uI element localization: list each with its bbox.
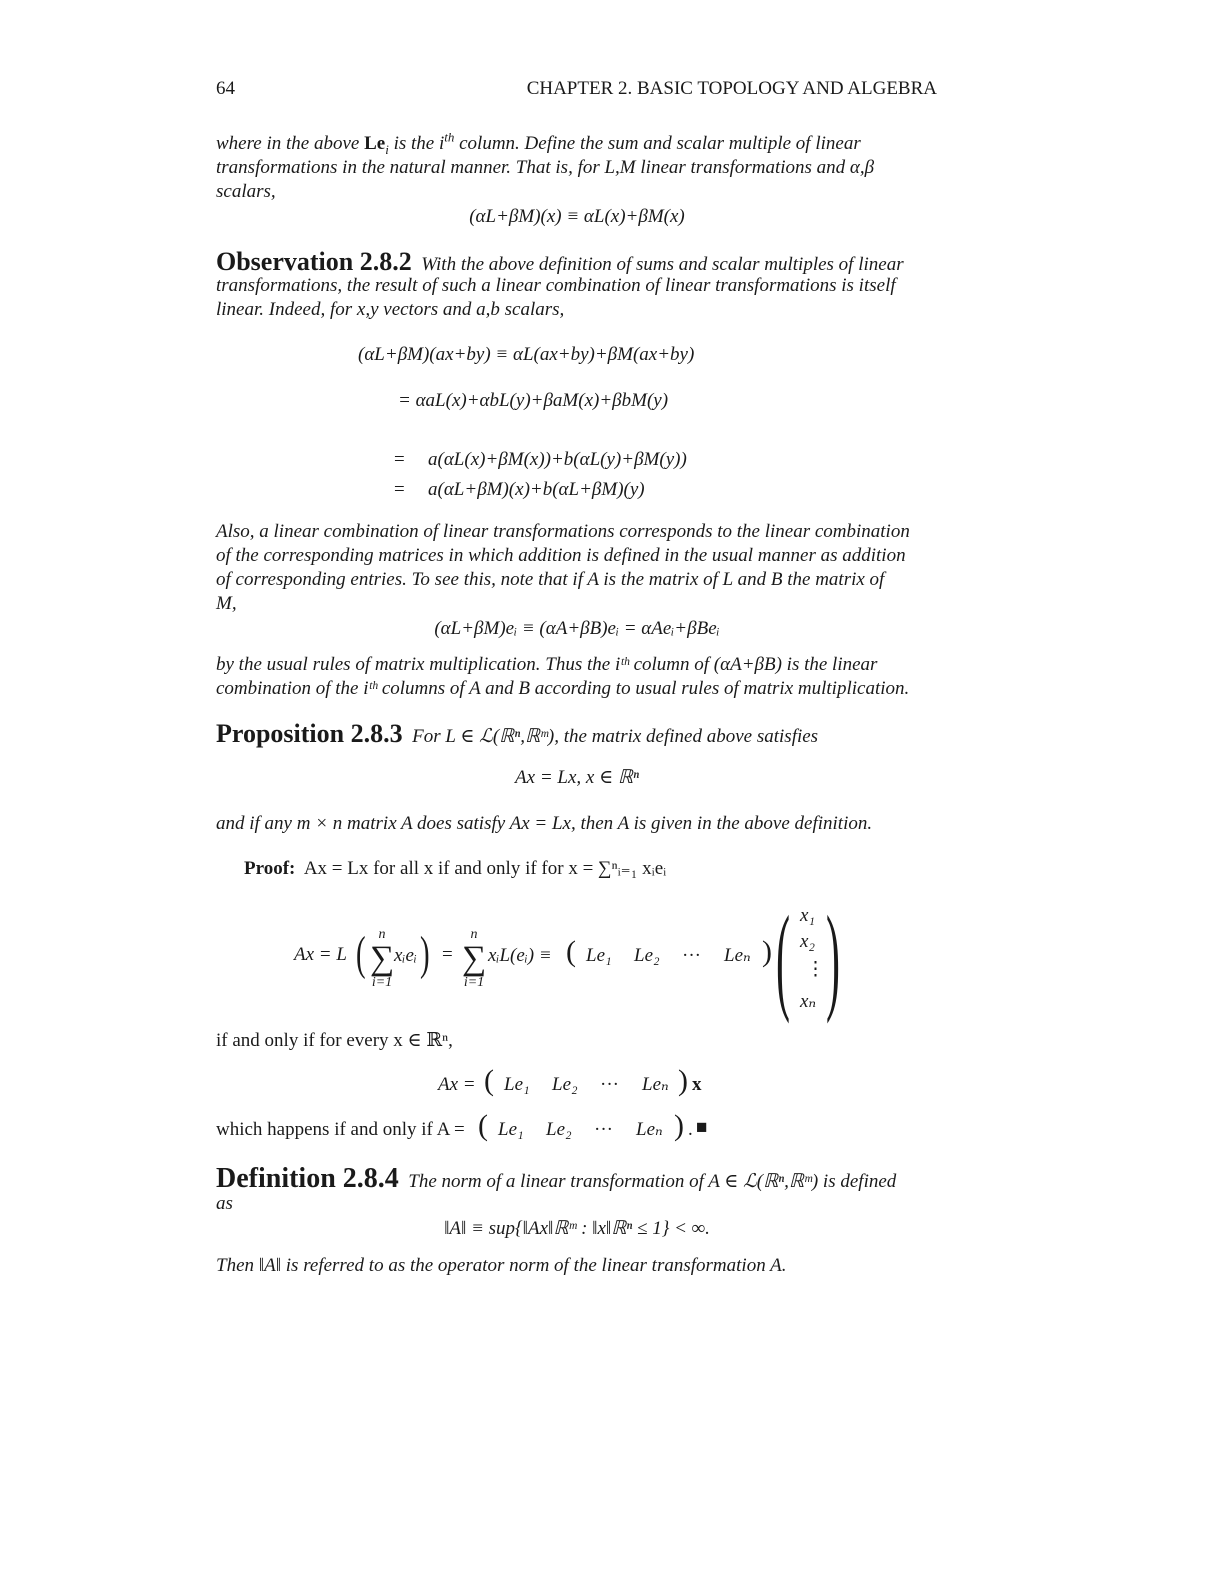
intro-line-2: transformations in the natural manner. That is, for L,M linear transformations and α,β — [216, 157, 875, 178]
proposition-equation: Ax = Lx, x ∈ ℝⁿ — [515, 767, 639, 788]
proof-line-3: which happens if and only if A = — [216, 1119, 465, 1140]
also-equation: (αL+βM)eᵢ ≡ (αA+βB)eᵢ = αAeᵢ+βBeᵢ — [434, 618, 720, 639]
sum-symbol-1: n ∑ i=1 — [370, 927, 395, 990]
also-line-5: by the usual rules of matrix multiplication. Thus the iᵗʰ column of (αA+βB) is the linear — [216, 654, 878, 675]
proof-line-2: if and only if for every x ∈ ℝⁿ, — [216, 1030, 453, 1051]
proposition-line-2: and if any m × n matrix A does satisfy Ax = Lx, then A is given in the above definition. — [216, 813, 873, 834]
eq3-dots: ··· — [594, 1119, 613, 1140]
observation-heading: Observation 2.8.2 — [216, 247, 412, 276]
left-paren-open: ( — [356, 927, 366, 980]
sum-term-1: xᵢeᵢ — [394, 945, 417, 966]
eq2-tail: x — [692, 1074, 702, 1095]
sum-symbol-2: n ∑ i=1 — [462, 927, 487, 990]
vector-entry-2: x₂ — [800, 931, 816, 952]
vector-paren-open: ( — [776, 891, 790, 1024]
proof-eq2-lhs: Ax = — [438, 1074, 476, 1095]
definition-line-3: Then ‖A‖ is referred to as the operator norm of the linear transformation A. — [216, 1255, 787, 1276]
definition-heading: Definition 2.8.4 — [216, 1163, 399, 1194]
left-paren-close: ) — [420, 927, 430, 980]
row-col-1: Le₁ — [586, 945, 612, 966]
observation-eq-2: = αaL(x)+αbL(y)+βaM(x)+βbM(y) — [398, 390, 669, 411]
observation-eq-3: a(αL(x)+βM(x))+b(αL(y)+βM(y)) — [428, 449, 687, 470]
sum-term-2: xᵢL(eᵢ) ≡ — [488, 945, 552, 966]
row-dots: ··· — [682, 945, 701, 966]
proposition-heading: Proposition 2.8.3 — [216, 719, 403, 748]
vector-paren-close: ) — [826, 891, 840, 1024]
eq3-col-1: Le₁ — [498, 1119, 524, 1140]
row-matrix-open: ( — [566, 935, 576, 968]
eq2-dots: ··· — [600, 1074, 619, 1095]
observation-line-3: linear. Indeed, for x,y vectors and a,b scalars, — [216, 299, 565, 320]
eq3-matrix-open: ( — [478, 1109, 488, 1142]
vector-entry-n: xₙ — [800, 991, 817, 1012]
eq3-matrix-close: ) — [674, 1109, 684, 1142]
proof-label: Proof: — [244, 858, 296, 879]
also-line-3: of corresponding entries. To see this, note that if A is the matrix of L and B the matrix of — [216, 569, 885, 590]
observation-line-2: transformations, the result of such a linear combination of linear transformations is itself — [216, 275, 896, 296]
row-col-2: Le₂ — [634, 945, 660, 966]
eq2-col-2: Le₂ — [552, 1074, 578, 1095]
proof-eq-lhs: Ax = L — [294, 944, 347, 965]
running-title: CHAPTER 2. BASIC TOPOLOGY AND ALGEBRA — [526, 78, 937, 99]
eq2-matrix-close: ) — [678, 1064, 688, 1097]
observation-eq-3-sign: = — [394, 449, 405, 470]
vector-entry-dots: ⋮ — [806, 959, 825, 980]
observation-eq-4: a(αL+βM)(x)+b(αL+βM)(y) — [428, 479, 645, 500]
observation-eq-4-sign: = — [394, 479, 405, 500]
observation-line-1: Observation 2.8.2 With the above definition of sums and scalar multiples of linear — [216, 247, 904, 276]
definition-line-2: as — [216, 1193, 233, 1214]
eq2-col-n: Leₙ — [642, 1074, 669, 1095]
proof-line-1: Proof: Ax = Lx for all x if and only if for x = ∑ⁿᵢ₌₁ xᵢeᵢ — [244, 858, 667, 879]
observation-eq-1: (αL+βM)(ax+by) ≡ αL(ax+by)+βM(ax+by) — [358, 344, 695, 365]
also-line-4: M, — [216, 593, 237, 614]
eq3-period: . — [688, 1119, 693, 1140]
also-line-2: of the corresponding matrices in which addition is defined in the usual manner as addition — [216, 545, 906, 566]
also-line-6: combination of the iᵗʰ columns of A and B according to usual rules of matrix multiplication. — [216, 678, 910, 699]
eq3-col-2: Le₂ — [546, 1119, 572, 1140]
definition-line-1: Definition 2.8.4 The norm of a linear transformation of A ∈ ℒ(ℝⁿ,ℝᵐ) is defined — [216, 1163, 897, 1194]
definition-equation: ‖A‖ ≡ sup{‖Ax‖ℝᵐ : ‖x‖ℝⁿ ≤ 1} < ∞. — [444, 1218, 710, 1239]
eq3-col-n: Leₙ — [636, 1119, 663, 1140]
eq2-matrix-open: ( — [484, 1064, 494, 1097]
qed-symbol: ■ — [696, 1117, 708, 1138]
proof-eq-mid: = — [442, 944, 453, 965]
proposition-line-1: Proposition 2.8.3 For L ∈ ℒ(ℝⁿ,ℝᵐ), the matrix defined above satisfies — [216, 719, 819, 748]
page-number: 64 — [216, 78, 235, 99]
row-col-n: Leₙ — [724, 945, 751, 966]
eq2-col-1: Le₁ — [504, 1074, 530, 1095]
intro-equation: (αL+βM)(x) ≡ αL(x)+βM(x) — [469, 206, 685, 227]
intro-line-1: where in the above $Le_i$ is the $i^{th}$ column. Define the sum and scalar multiple of linear — [216, 129, 861, 157]
intro-line-3: scalars, — [216, 181, 276, 202]
vector-entry-1: x₁ — [800, 905, 816, 926]
row-matrix-close: ) — [762, 935, 772, 968]
also-line-1: Also, a linear combination of linear transformations corresponds to the linear combination — [216, 521, 910, 542]
